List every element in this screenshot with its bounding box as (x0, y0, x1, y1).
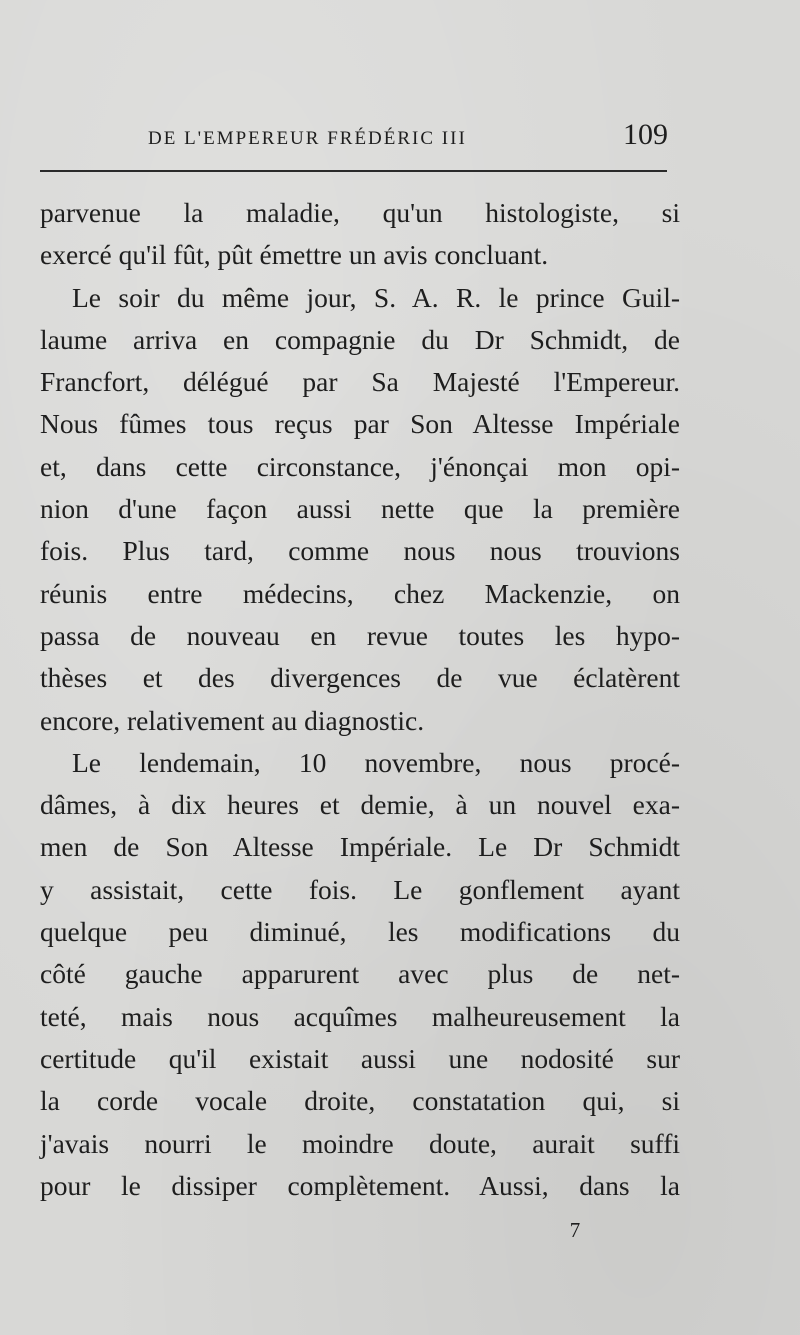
text-line: certitude qu'il existait aussi une nodosité sur (40, 1042, 680, 1074)
text-line: Francfort, délégué par Sa Majesté l'Empereur. (40, 366, 680, 398)
text-line: la corde vocale droite, constatation qui, si (40, 1085, 680, 1117)
body-text (40, 192, 680, 1207)
text-line: parvenue la maladie, qu'un histologiste, si (40, 197, 680, 228)
text-line: men de Son Altesse Impériale. Le Dr Schmidt (40, 831, 680, 863)
text-line: j'avais nourri le moindre doute, aurait suffi (40, 1127, 680, 1159)
text-line: côté gauche apparurent avec plus de net- (40, 958, 680, 990)
text-line: teté, mais nous acquîmes malheureusement la (40, 1000, 680, 1032)
text-line: et, dans cette circonstance, j'énonçai mon opi- (40, 450, 680, 482)
text-line: exercé qu'il fût, pût émettre un avis concluant. (40, 239, 549, 271)
running-head (148, 118, 678, 158)
signature-mark: 7 (569, 1218, 581, 1242)
text-line: y assistait, cette fois. Le gonflement ayant (40, 873, 680, 905)
running-title: DE L'EMPEREUR FRÉDÉRIC III (148, 128, 467, 149)
text-line: dâmes, à dix heures et demie, à un nouvel exa- (40, 789, 680, 821)
text-line: réunis entre médecins, chez Mackenzie, on (40, 577, 680, 609)
page-number: 109 (623, 118, 668, 151)
text-line: fois. Plus tard, comme nous nous trouvions (40, 535, 680, 567)
text-line: nion d'une façon aussi nette que la première (40, 493, 680, 525)
text-line: quelque peu diminué, les modifications du (40, 916, 680, 948)
header-rule (40, 170, 667, 172)
text-line: passa de nouveau en revue toutes les hypo- (40, 619, 680, 651)
text-line: Le soir du même jour, S. A. R. le prince Guil- (72, 281, 680, 313)
text-line: thèses et des divergences de vue éclatèrent (40, 662, 680, 694)
text-line: laume arriva en compagnie du Dr Schmidt, de (40, 323, 680, 355)
text-line: Nous fûmes tous reçus par Son Altesse Impériale (40, 408, 680, 440)
text-line: encore, relativement au diagnostic. (40, 704, 425, 736)
text-line: pour le dissiper complètement. Aussi, dans la (40, 1169, 680, 1201)
text-line: Le lendemain, 10 novembre, nous procé- (72, 746, 680, 778)
